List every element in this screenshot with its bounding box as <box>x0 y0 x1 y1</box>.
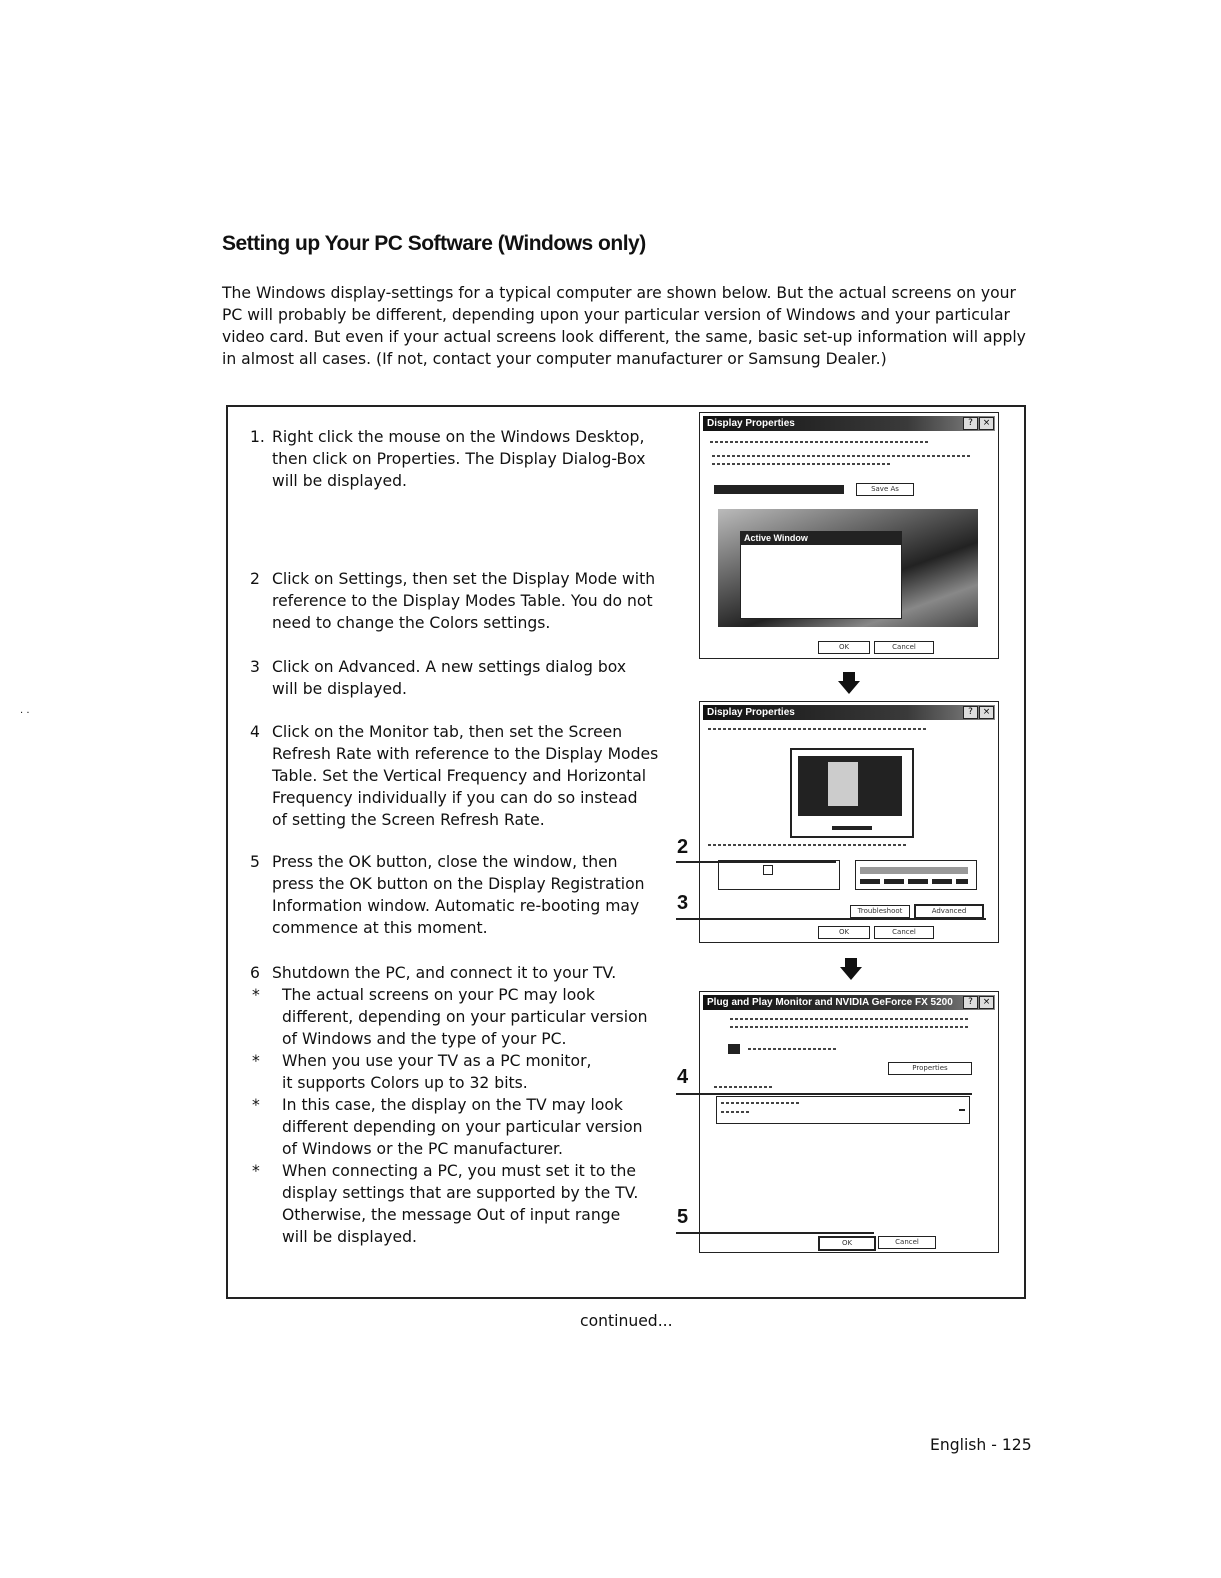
monitor-window <box>828 762 858 806</box>
step-line: Refresh Rate with reference to the Display Modes <box>272 745 659 763</box>
chevron-down-icon <box>959 1109 965 1111</box>
step-line: Click on Advanced. A new settings dialog box <box>272 658 627 676</box>
screenshot-display-properties-settings <box>699 701 999 943</box>
callout-line <box>676 861 836 863</box>
note-bullet: * <box>252 1052 260 1070</box>
step-number: 5 <box>250 853 260 871</box>
intro-line: video card. But even if your actual screens look different, the same, basic set-up information will apply <box>222 328 1026 346</box>
monitor-stand <box>832 826 872 830</box>
step-number: 2 <box>250 570 260 588</box>
screen-resolution-group <box>718 860 840 890</box>
troubleshoot-button[interactable]: Troubleshoot <box>850 905 910 918</box>
step-line: will be displayed. <box>272 680 407 698</box>
note-line: When connecting a PC, you must set it to the <box>282 1162 636 1180</box>
step-line: Information window. Automatic re-booting may <box>272 897 640 915</box>
window-titlebar: Display Properties <box>703 416 995 431</box>
note-line: it supports Colors up to 32 bits. <box>282 1074 528 1092</box>
monitor-preview <box>790 748 914 838</box>
note-line: of Windows and the type of your PC. <box>282 1030 567 1048</box>
screenshot-monitor-properties <box>699 991 999 1253</box>
note-line: The actual screens on your PC may look <box>282 986 595 1004</box>
screenshot-display-properties-themes <box>699 412 999 659</box>
down-arrow-icon <box>838 672 860 694</box>
save-as-button[interactable]: Save As <box>856 483 914 496</box>
page-heading: Setting up Your PC Software (Windows only) <box>222 232 646 255</box>
callout-number: 3 <box>677 892 689 914</box>
close-icon[interactable]: × <box>979 417 994 430</box>
callout-number: 2 <box>677 836 689 858</box>
intro-paragraph <box>222 282 1027 370</box>
intro-line: in almost all cases. (If not, contact your computer manufacturer or Samsung Dealer.) <box>222 350 887 368</box>
step-line: press the OK button on the Display Registration <box>272 875 645 893</box>
note-bullet: * <box>252 1096 260 1114</box>
step-line: reference to the Display Modes Table. You do not <box>272 592 653 610</box>
intro-line: The Windows display-settings for a typical computer are shown below. But the actual screens on your <box>222 284 1016 302</box>
advanced-button[interactable]: Advanced <box>914 904 984 919</box>
step-line: Click on the Monitor tab, then set the Screen <box>272 723 623 741</box>
theme-dropdown[interactable] <box>714 485 844 494</box>
step-number: 3 <box>250 658 260 676</box>
step-line: Right click the mouse on the Windows Desktop, <box>272 428 645 446</box>
intro-line: PC will probably be different, depending upon your particular version of Windows and your particular <box>222 306 1010 324</box>
close-icon[interactable]: × <box>979 706 994 719</box>
monitor-settings-label <box>714 1086 774 1088</box>
step-line: Frequency individually if you can do so instead <box>272 789 638 807</box>
refresh-rate-value <box>721 1111 751 1113</box>
tab-row <box>730 1026 970 1028</box>
step-line: of setting the Screen Refresh Rate. <box>272 811 545 829</box>
callout-line <box>676 1232 874 1234</box>
cancel-button[interactable]: Cancel <box>874 926 934 939</box>
monitor-type-label <box>748 1048 838 1050</box>
preview-titlebar: Active Window <box>741 532 901 545</box>
color-bar <box>860 879 968 884</box>
properties-button[interactable]: Properties <box>888 1062 972 1075</box>
note-line: different depending on your particular version <box>282 1118 643 1136</box>
note-line: different, depending on your particular version <box>282 1008 648 1026</box>
step-line: Press the OK button, close the window, then <box>272 853 618 871</box>
display-label <box>708 844 908 846</box>
refresh-rate-label <box>721 1102 801 1104</box>
step-line: Table. Set the Vertical Frequency and Horizontal <box>272 767 647 785</box>
step-number: 4 <box>250 723 260 741</box>
note-line: In this case, the display on the TV may look <box>282 1096 623 1114</box>
description-text <box>712 463 892 465</box>
callout-line <box>676 918 986 920</box>
monitor-screen <box>798 756 902 816</box>
description-text <box>712 455 972 457</box>
color-quality-group <box>855 860 977 890</box>
step-line: Click on Settings, then set the Display Mode with <box>272 570 656 588</box>
step-line: then click on Properties. The Display Dialog-Box <box>272 450 646 468</box>
tab-row <box>708 728 928 730</box>
active-window-preview <box>740 531 902 619</box>
step-line: Shutdown the PC, and connect it to your TV. <box>272 964 617 982</box>
note-bullet: * <box>252 986 260 1004</box>
cancel-button[interactable]: Cancel <box>874 641 934 654</box>
monitor-icon <box>728 1044 740 1054</box>
note-line: will be displayed. <box>282 1228 417 1246</box>
note-line: display settings that are supported by the TV. <box>282 1184 639 1202</box>
refresh-rate-dropdown[interactable] <box>716 1096 970 1124</box>
step-line: will be displayed. <box>272 472 407 490</box>
page-number: English - 125 <box>930 1436 1032 1454</box>
step-line: need to change the Colors settings. <box>272 614 551 632</box>
callout-number: 4 <box>677 1066 689 1088</box>
close-icon[interactable]: × <box>979 996 994 1009</box>
callout-line <box>676 1093 972 1095</box>
window-titlebar: Display Properties <box>703 705 995 720</box>
help-icon[interactable]: ? <box>963 706 978 719</box>
color-quality-dropdown[interactable] <box>860 867 968 874</box>
continued-label: continued... <box>580 1312 673 1330</box>
tab-row <box>710 441 930 443</box>
cancel-button[interactable]: Cancel <box>878 1236 936 1249</box>
help-icon[interactable]: ? <box>963 996 978 1009</box>
note-line: Otherwise, the message Out of input range <box>282 1206 621 1224</box>
step-number: 6 <box>250 964 260 982</box>
ok-button[interactable]: OK <box>818 926 870 939</box>
help-icon[interactable]: ? <box>963 417 978 430</box>
step-line: commence at this moment. <box>272 919 488 937</box>
tab-row <box>730 1018 970 1020</box>
resolution-slider[interactable] <box>763 865 773 875</box>
note-bullet: * <box>252 1162 260 1180</box>
theme-preview <box>718 509 978 627</box>
step-number: 1. <box>250 428 265 446</box>
ok-button[interactable]: OK <box>818 641 870 654</box>
callout-number: 5 <box>677 1206 689 1228</box>
down-arrow-icon <box>840 958 862 980</box>
note-line: When you use your TV as a PC monitor, <box>282 1052 592 1070</box>
window-titlebar: Plug and Play Monitor and NVIDIA GeForce FX 5200 <box>703 995 995 1010</box>
ok-button[interactable]: OK <box>818 1236 876 1251</box>
margin-mark: · · <box>20 708 30 719</box>
note-line: of Windows or the PC manufacturer. <box>282 1140 563 1158</box>
